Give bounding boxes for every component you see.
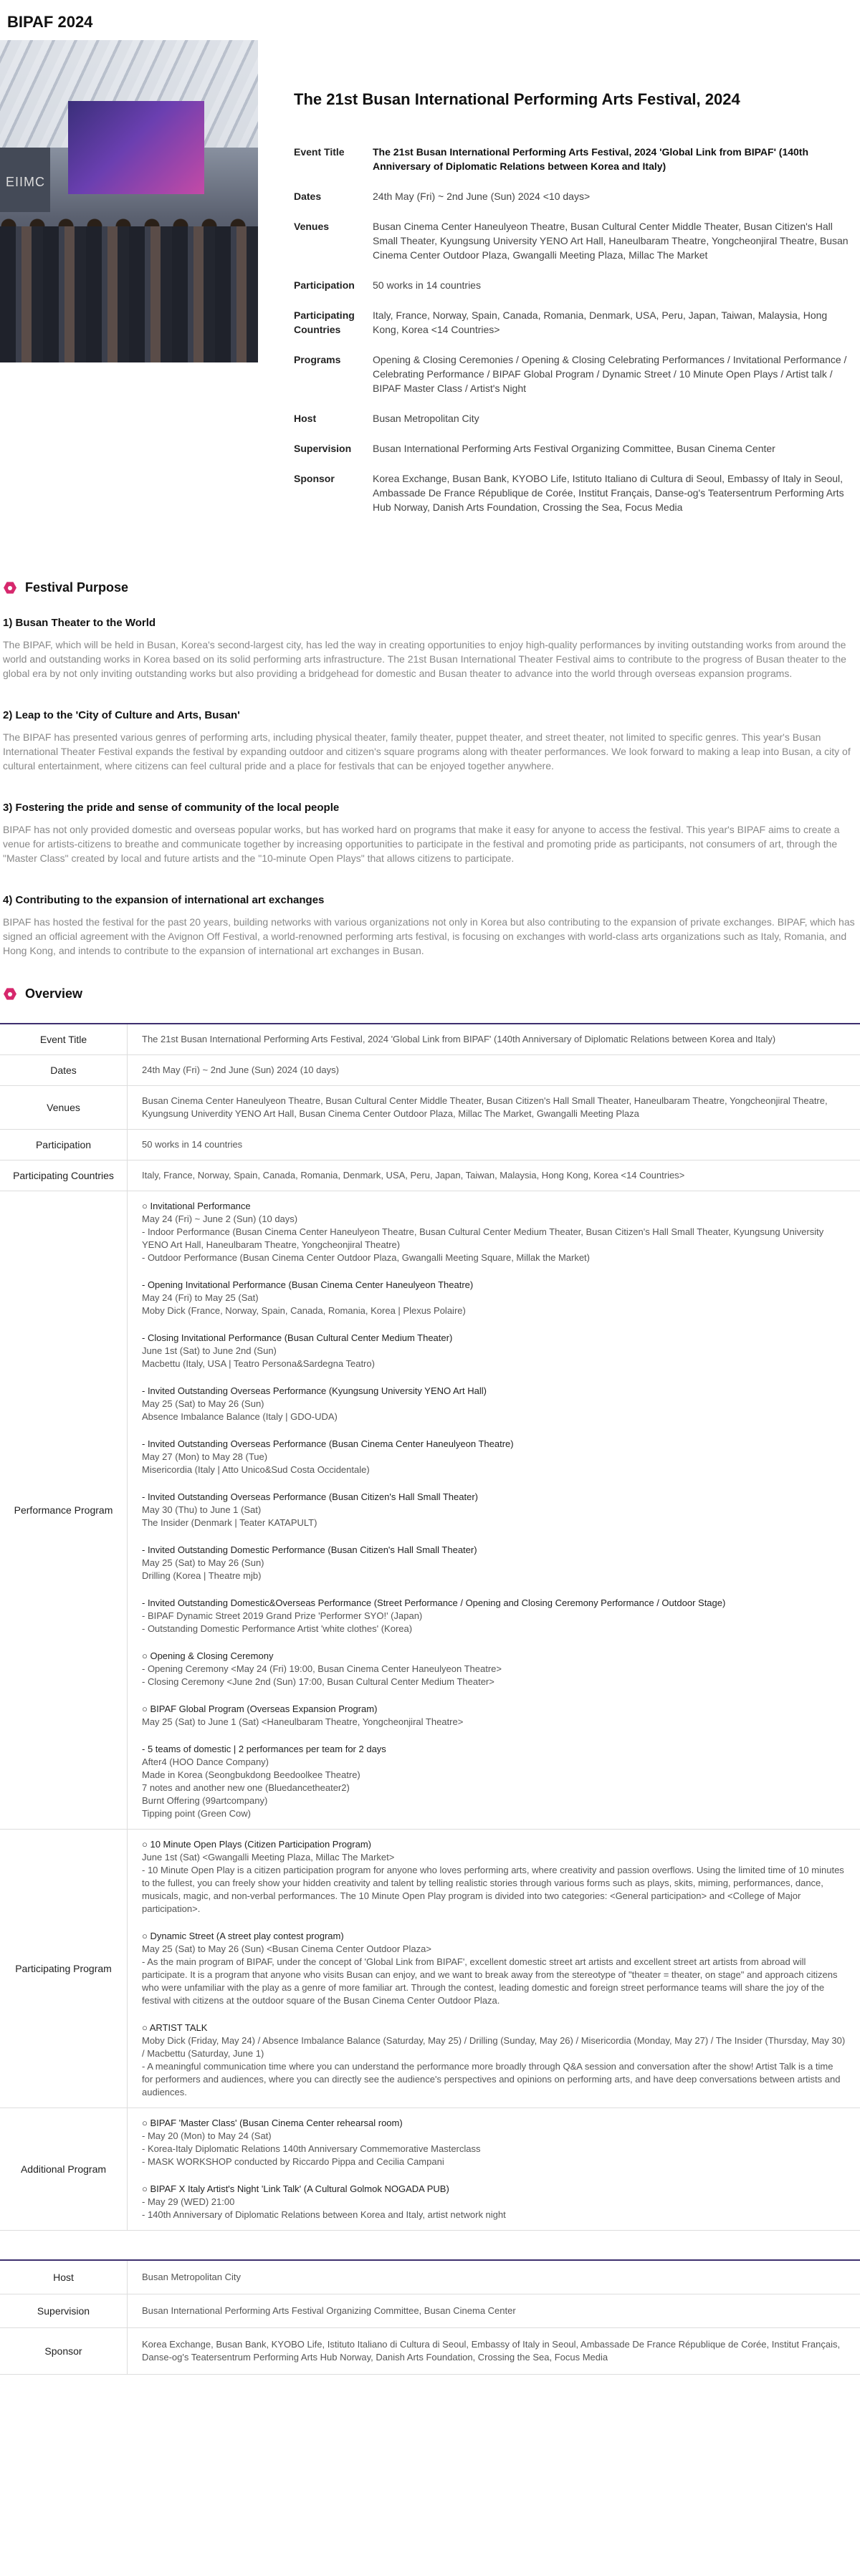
program-block-line: - BIPAF Dynamic Street 2019 Grand Prize 'Performer SYO!' (Japan): [142, 1610, 423, 1621]
purpose-text: BIPAF has hosted the festival for the past 20 years, building networks with various organizations not only in Korea but also contributing to the expansion of private exchanges. BIPAF, which has signed an official agreement with the Avignon Off Festival, a world-renowned performing arts festival, is focusing on exchanges with world-class arts organizations such as Italy, Romania, and Hong Kong, and intends to contribute to the expansion of international art exchanges in Busan.: [3, 916, 855, 956]
overview-value: The 21st Busan International Performing Arts Festival, 2024 'Global Link from BIPAF' (140th Anniversary of Diplomatic Relations between Korea and Italy): [128, 1024, 860, 1055]
overview-label: Additional Program: [0, 2108, 128, 2231]
overview-row: [0, 2328, 860, 2375]
program-block-title: - Invited Outstanding Domestic Performance (Busan Citizen's Hall Small Theater): [142, 1544, 477, 1555]
program-block-line: Absence Imbalance Balance (Italy | GDO-UDA): [142, 1411, 338, 1422]
program-block-title: - Invited Outstanding Domestic&Overseas Performance (Street Performance / Opening and Closing Ceremony Performance / Outdoor Stage): [142, 1597, 726, 1608]
summary-value: The 21st Busan International Performing Arts Festival, 2024 'Global Link from BIPAF' (140th Anniversary of Diplomatic Relations between Korea and Italy): [373, 146, 809, 172]
overview-row: [0, 1055, 860, 1086]
overview-label: Participating Program: [0, 1830, 128, 2108]
overview-label: Host: [0, 2260, 128, 2294]
overview-label: Participating Countries: [0, 1160, 128, 1191]
overview-value: [128, 1830, 860, 2108]
summary-label: Programs: [294, 354, 341, 365]
overview-row-additional: [0, 2108, 860, 2231]
program-block: [142, 1703, 846, 1729]
summary-label: Event Title: [294, 146, 345, 158]
overview-value: [128, 1191, 860, 1830]
overview-row: [0, 2260, 860, 2294]
program-block-line: Burnt Offering (99artcompany): [142, 1795, 268, 1806]
bottom-spacer: [0, 2375, 860, 2389]
overview-value: 24th May (Fri) ~ 2nd June (Sun) 2024 (10 days): [128, 1055, 860, 1086]
overview-value: [128, 2108, 860, 2231]
purpose-text: BIPAF has not only provided domestic and overseas popular works, but has worked hard on programs that make it easy for anyone to access the festival. This year's BIPAF aims to create a venue for artists-citizens to breathe and communicate together by increasing opportunities to participate in the festival and promoting pride as participants, not consumers of art, through the "Master Class" created by local and future artists and the "10-minute Open Plays" that allows citizens to participate.: [3, 824, 840, 864]
program-block-line: May 25 (Sat) to June 1 (Sat) <Haneulbaram Theatre, Yongcheonjiral Theatre>: [142, 1716, 464, 1727]
program-block: [142, 1650, 846, 1688]
program-block: [142, 1544, 846, 1582]
summary-row: [294, 278, 853, 292]
overview-row: [0, 1130, 860, 1160]
summary-row: [294, 441, 853, 456]
program-block-line: May 24 (Fri) ~ June 2 (Sun) (10 days): [142, 1213, 298, 1224]
overview-label: Venues: [0, 1086, 128, 1130]
summary-heading: The 21st Busan International Performing Arts Festival, 2024: [294, 90, 740, 108]
program-block-line: June 1st (Sat) to June 2nd (Sun): [142, 1345, 277, 1356]
program-block: [142, 1332, 846, 1370]
program-block-title: - Closing Invitational Performance (Busan Cultural Center Medium Theater): [142, 1332, 453, 1343]
overview-label: Performance Program: [0, 1191, 128, 1830]
photo-sign-text: EIIMC: [6, 175, 46, 189]
summary-row: [294, 219, 853, 262]
program-block-title: ○ BIPAF Global Program (Overseas Expansion Program): [142, 1703, 378, 1714]
overview-row: [0, 1086, 860, 1130]
summary-value: Opening & Closing Ceremonies / Opening & Closing Celebrating Performances / Invitational Performance / Celebrating Performance / BIPAF Global Program / Dynamic Street / 10 Minute Open Plays / Artist talk / BIPAF Master Class / Artist's Night: [373, 354, 847, 394]
overview-table: [0, 1023, 860, 2231]
overview-label: Dates: [0, 1055, 128, 1086]
program-block-title: - 5 teams of domestic | 2 performances per team for 2 days: [142, 1744, 386, 1754]
program-block-line: Moby Dick (France, Norway, Spain, Canada, Romania, Korea | Plexus Polaire): [142, 1305, 466, 1316]
summary-value: Italy, France, Norway, Spain, Canada, Romania, Denmark, USA, Peru, Japan, Taiwan, Malaysia, Hong Kong, Korea <14 Countries>: [373, 309, 828, 335]
program-block-line: Made in Korea (Seongbukdong Beedoolkee Theatre): [142, 1769, 360, 1780]
overview-value: Busan Cinema Center Haneulyeon Theatre, Busan Cultural Center Middle Theater, Busan Citizen's Hall Small Theater, Haneulbaram Theatre, Yongcheonjiral Theatre, Kyungsung Univerdity YENO Art Hall, Busan Cinema Center Outdoor Plaza, Millac The Market, Gwangalli Meeting Plaza: [128, 1086, 860, 1130]
summary-value: 24th May (Fri) ~ 2nd June (Sun) 2024 <10 days>: [373, 191, 591, 202]
purpose-text: The BIPAF has presented various genres of performing arts, including physical theater, family theater, puppet theater, and street theater, not limited to specific genres. This year's Busan International Theater Festival expands the festival by expanding outdoor and citizen's square programs along with theater performances. We look forward to making a leap into Busan, a city of cultural entertainment, where citizens can feel cultural pride and a place for festivals that can be enjoyed together anywhere.: [3, 731, 851, 772]
summary-row: [294, 145, 853, 173]
program-block-line: - Opening Ceremony <May 24 (Fri) 19:00, Busan Cinema Center Haneulyeon Theatre>: [142, 1663, 502, 1674]
program-block-line: May 25 (Sat) to May 26 (Sun): [142, 1398, 264, 1409]
summary-row: [294, 308, 853, 337]
summary-row: [294, 189, 853, 203]
hexagon-icon: [4, 582, 16, 595]
overview-label: Participation: [0, 1130, 128, 1160]
program-block: [142, 1385, 846, 1423]
overview-row-performance: [0, 1191, 860, 1830]
program-block-line: - Closing Ceremony <June 2nd (Sun) 17:00, Busan Cultural Center Medium Theater>: [142, 1676, 494, 1687]
overview-header: [0, 986, 860, 1001]
overview-value: Busan Metropolitan City: [128, 2260, 860, 2294]
purpose-title: Festival Purpose: [25, 580, 129, 595]
program-block-line: - MASK WORKSHOP conducted by Riccardo Pippa and Cecilia Campani: [142, 2156, 444, 2167]
summary-value: Korea Exchange, Busan Bank, KYOBO Life, Istituto Italiano di Cultura di Seoul, Embassy of Italy in Seoul, Ambassade De France République de Corée, Institut Français, Danse-og's Teatersentrum Performing Arts Hub Norway, Danish Arts Foundation, Crossing the Sea, Focus Media: [373, 473, 844, 513]
overview-value: Italy, France, Norway, Spain, Canada, Romania, Denmark, USA, Peru, Japan, Taiwan, Malaysia, Hong Kong, Korea <14 Countries>: [128, 1160, 860, 1191]
purpose-heading: 3) Fostering the pride and sense of community of the local people: [3, 802, 340, 814]
overview-label: Event Title: [0, 1024, 128, 1055]
program-block-line: May 30 (Thu) to June 1 (Sat): [142, 1504, 262, 1515]
summary-label: Participation: [294, 279, 355, 291]
program-block-title: ○ ARTIST TALK: [142, 2022, 208, 2033]
summary-value: Busan Metropolitan City: [373, 413, 479, 424]
summary-rows: [294, 145, 853, 514]
hexagon-icon: [4, 988, 16, 1001]
overview-title: Overview: [25, 986, 83, 1001]
program-block-title: - Invited Outstanding Overseas Performance (Busan Citizen's Hall Small Theater): [142, 1491, 478, 1502]
program-block-line: The Insider (Denmark | Teater KATAPULT): [142, 1517, 317, 1528]
program-block-line: - Outdoor Performance (Busan Cinema Center Outdoor Plaza, Gwangalli Meeting Square, Millak the Market): [142, 1252, 591, 1263]
top-section: [0, 40, 860, 530]
purpose-text: The BIPAF, which will be held in Busan, Korea's second-largest city, has led the way in creating opportunities to enjoy high-quality performances by inviting outstanding works from around the world and outstanding works in Korea based on its solid performing arts infrastructure. The 21st Busan International Theater Festival aims to contribute to the progress of Busan theater to the global era by not only inviting outstanding works but also providing a bridgehead for domestic and Busan theater to advance into the world through overseas expansion programs.: [3, 639, 846, 679]
festival-photo: [0, 40, 258, 362]
summary-row: [294, 352, 853, 395]
program-block: [142, 1200, 846, 1264]
purpose-heading: 2) Leap to the 'City of Culture and Arts, Busan': [3, 709, 240, 721]
program-block-line: May 24 (Fri) to May 25 (Sat): [142, 1292, 259, 1303]
program-block-line: May 27 (Mon) to May 28 (Tue): [142, 1451, 268, 1462]
program-block-title: ○ BIPAF X Italy Artist's Night 'Link Talk' (A Cultural Golmok NOGADA PUB): [142, 2183, 449, 2194]
program-block: [142, 2117, 846, 2168]
overview-label: Supervision: [0, 2294, 128, 2328]
program-block-line: - A meaningful communication time where you can understand the performance more broadly through Q&A session and conversation after the show! Artist Talk is a time for performers and audiences, where you can directly see the audience's perspectives and opinions on performing arts, and have deep conversations between artists and audiences.: [142, 2061, 841, 2097]
site-title[interactable]: BIPAF 2024: [7, 13, 93, 31]
purpose-heading: 1) Busan Theater to the World: [3, 617, 156, 629]
overview-label: Sponsor: [0, 2328, 128, 2375]
overview-row: [0, 2294, 860, 2328]
program-block: [142, 1930, 846, 2007]
program-block-line: - May 20 (Mon) to May 24 (Sat): [142, 2130, 272, 2141]
summary-label: Dates: [294, 191, 322, 202]
program-block: [142, 2022, 846, 2099]
program-block-title: ○ BIPAF 'Master Class' (Busan Cinema Center rehearsal room): [142, 2118, 403, 2128]
summary-row: [294, 411, 853, 426]
program-block-line: - Outstanding Domestic Performance Artist 'white clothes' (Korea): [142, 1623, 413, 1634]
program-block-line: 7 notes and another new one (Bluedancetheater2): [142, 1782, 350, 1793]
program-block: [142, 1438, 846, 1476]
program-block: [142, 1743, 846, 1820]
program-block-line: - May 29 (WED) 21:00: [142, 2196, 235, 2207]
program-block-title: ○ 10 Minute Open Plays (Citizen Participation Program): [142, 1839, 371, 1850]
summary-panel: [258, 40, 853, 530]
overview-value: Busan International Performing Arts Festival Organizing Committee, Busan Cinema Center: [128, 2294, 860, 2328]
summary-label: Participating Countries: [294, 309, 355, 335]
overview-value: 50 works in 14 countries: [128, 1130, 860, 1160]
photo-sign: [0, 148, 50, 212]
program-block-line: May 25 (Sat) to May 26 (Sun): [142, 1557, 264, 1568]
program-block: [142, 2183, 846, 2221]
summary-value: Busan Cinema Center Haneulyeon Theatre, Busan Cultural Center Middle Theater, Busan Citizen's Hall Small Theater, Kyungsung University YENO Art Hall, Haneulbaram Theatre, Yongcheonjiral Theatre, Busan Cinema Center Outdoor Plaza, Gwangalli Meeting Plaza, Millac The Market: [373, 221, 849, 261]
summary-label: Supervision: [294, 443, 352, 454]
program-block-line: - As the main program of BIPAF, under the concept of 'Global Link from BIPAF', excellent domestic street art artists and excellent street art artists from abroad will participate. It is a program that anyone who visits Busan can enjoy, and we want to break away from the stereotype of "theater = theater, on stage" and approach citizens who were unfamiliar with the play as a genre of more familiar art. Through the contest, leading domestic and foreign street performance teams will share the joy of the festival with citizens at the outdoor square of the Busan Cinema Center Outdoor Plaza.: [142, 1956, 838, 2006]
program-block-line: - Indoor Performance (Busan Cinema Center Haneulyeon Theatre, Busan Cultural Center Medium Theater, Busan Citizen's Hall Small Theater, Kyungsung University YENO Art Hall, Haneulbaram Theatre, Yongcheonjiral Theatre): [142, 1226, 824, 1250]
program-block-title: ○ Invitational Performance: [142, 1201, 251, 1211]
program-block-line: June 1st (Sat) <Gwangalli Meeting Plaza, Millac The Market>: [142, 1852, 395, 1863]
summary-label: Host: [294, 413, 317, 424]
program-block-line: - Korea-Italy Diplomatic Relations 140th Anniversary Commemorative Masterclass: [142, 2143, 481, 2154]
summary-row: [294, 471, 853, 514]
program-block-line: - 140th Anniversary of Diplomatic Relations between Korea and Italy, artist network night: [142, 2209, 506, 2220]
program-block-title: - Invited Outstanding Overseas Performance (Kyungsung University YENO Art Hall): [142, 1385, 487, 1396]
program-block: [142, 1491, 846, 1529]
photo-banner: [68, 101, 204, 194]
purpose-heading: 4) Contributing to the expansion of international art exchanges: [3, 894, 325, 906]
overview-row: [0, 1024, 860, 1055]
photo-crowd: [0, 226, 258, 362]
overview-value: Korea Exchange, Busan Bank, KYOBO Life, Istituto Italiano di Cultura di Seoul, Embassy of Italy in Seoul, Ambassade De France République de Corée, Institut Français, Danse-og's Teatersentrum Performing Arts Hub Norway, Danish Arts Foundation, Crossing the Sea, Focus Media: [128, 2328, 860, 2375]
overview-footer-table: [0, 2259, 860, 2375]
program-block-line: Misericordia (Italy | Atto Unico&Sud Costa Occidentale): [142, 1464, 370, 1475]
overview-row: [0, 1160, 860, 1191]
program-block-line: Drilling (Korea | Theatre mjb): [142, 1570, 262, 1581]
program-block-title: - Opening Invitational Performance (Busan Cinema Center Haneulyeon Theatre): [142, 1279, 474, 1290]
summary-value: Busan International Performing Arts Festival Organizing Committee, Busan Cinema Center: [373, 443, 775, 454]
summary-label: Venues: [294, 221, 330, 232]
program-block: [142, 1597, 846, 1635]
program-block-line: Macbettu (Italy, USA | Teatro Persona&Sardegna Teatro): [142, 1358, 375, 1369]
program-block-title: ○ Dynamic Street (A street play contest program): [142, 1931, 344, 1941]
overview-row-participating: [0, 1830, 860, 2108]
program-block-line: Tipping point (Green Cow): [142, 1808, 251, 1819]
program-block-line: May 25 (Sat) to May 26 (Sun) <Busan Cinema Center Outdoor Plaza>: [142, 1943, 431, 1954]
program-block: [142, 1838, 846, 1916]
summary-value: 50 works in 14 countries: [373, 279, 481, 291]
purpose-header: [0, 580, 860, 595]
program-block-line: After4 (HOO Dance Company): [142, 1756, 269, 1767]
summary-label: Sponsor: [294, 473, 335, 484]
program-block-title: ○ Opening & Closing Ceremony: [142, 1650, 274, 1661]
program-block: [142, 1279, 846, 1317]
purpose-items: [0, 617, 860, 958]
program-block-title: - Invited Outstanding Overseas Performance (Busan Cinema Center Haneulyeon Theatre): [142, 1438, 514, 1449]
program-block-line: Moby Dick (Friday, May 24) / Absence Imbalance Balance (Saturday, May 25) / Drilling (Sunday, May 26) / Misericordia (Monday, May 27) / The Insider (Thursday, May 30) / Macbettu (Saturday, June 1): [142, 2035, 846, 2059]
program-block-line: - 10 Minute Open Play is a citizen participation program for anyone who loves performing arts, where creativity and passion overflows. Using the limited time of 10 minutes to the fullest, you can freely show your hidden creativity and talent by telling realistic stories through various forms such as plays, skits, miming, performances, dance, musicals, magic, and non-verbal performances. The 10 Minute Open Play program is divided into two categories: <General participation> and <College of Major participation>.: [142, 1865, 844, 1914]
